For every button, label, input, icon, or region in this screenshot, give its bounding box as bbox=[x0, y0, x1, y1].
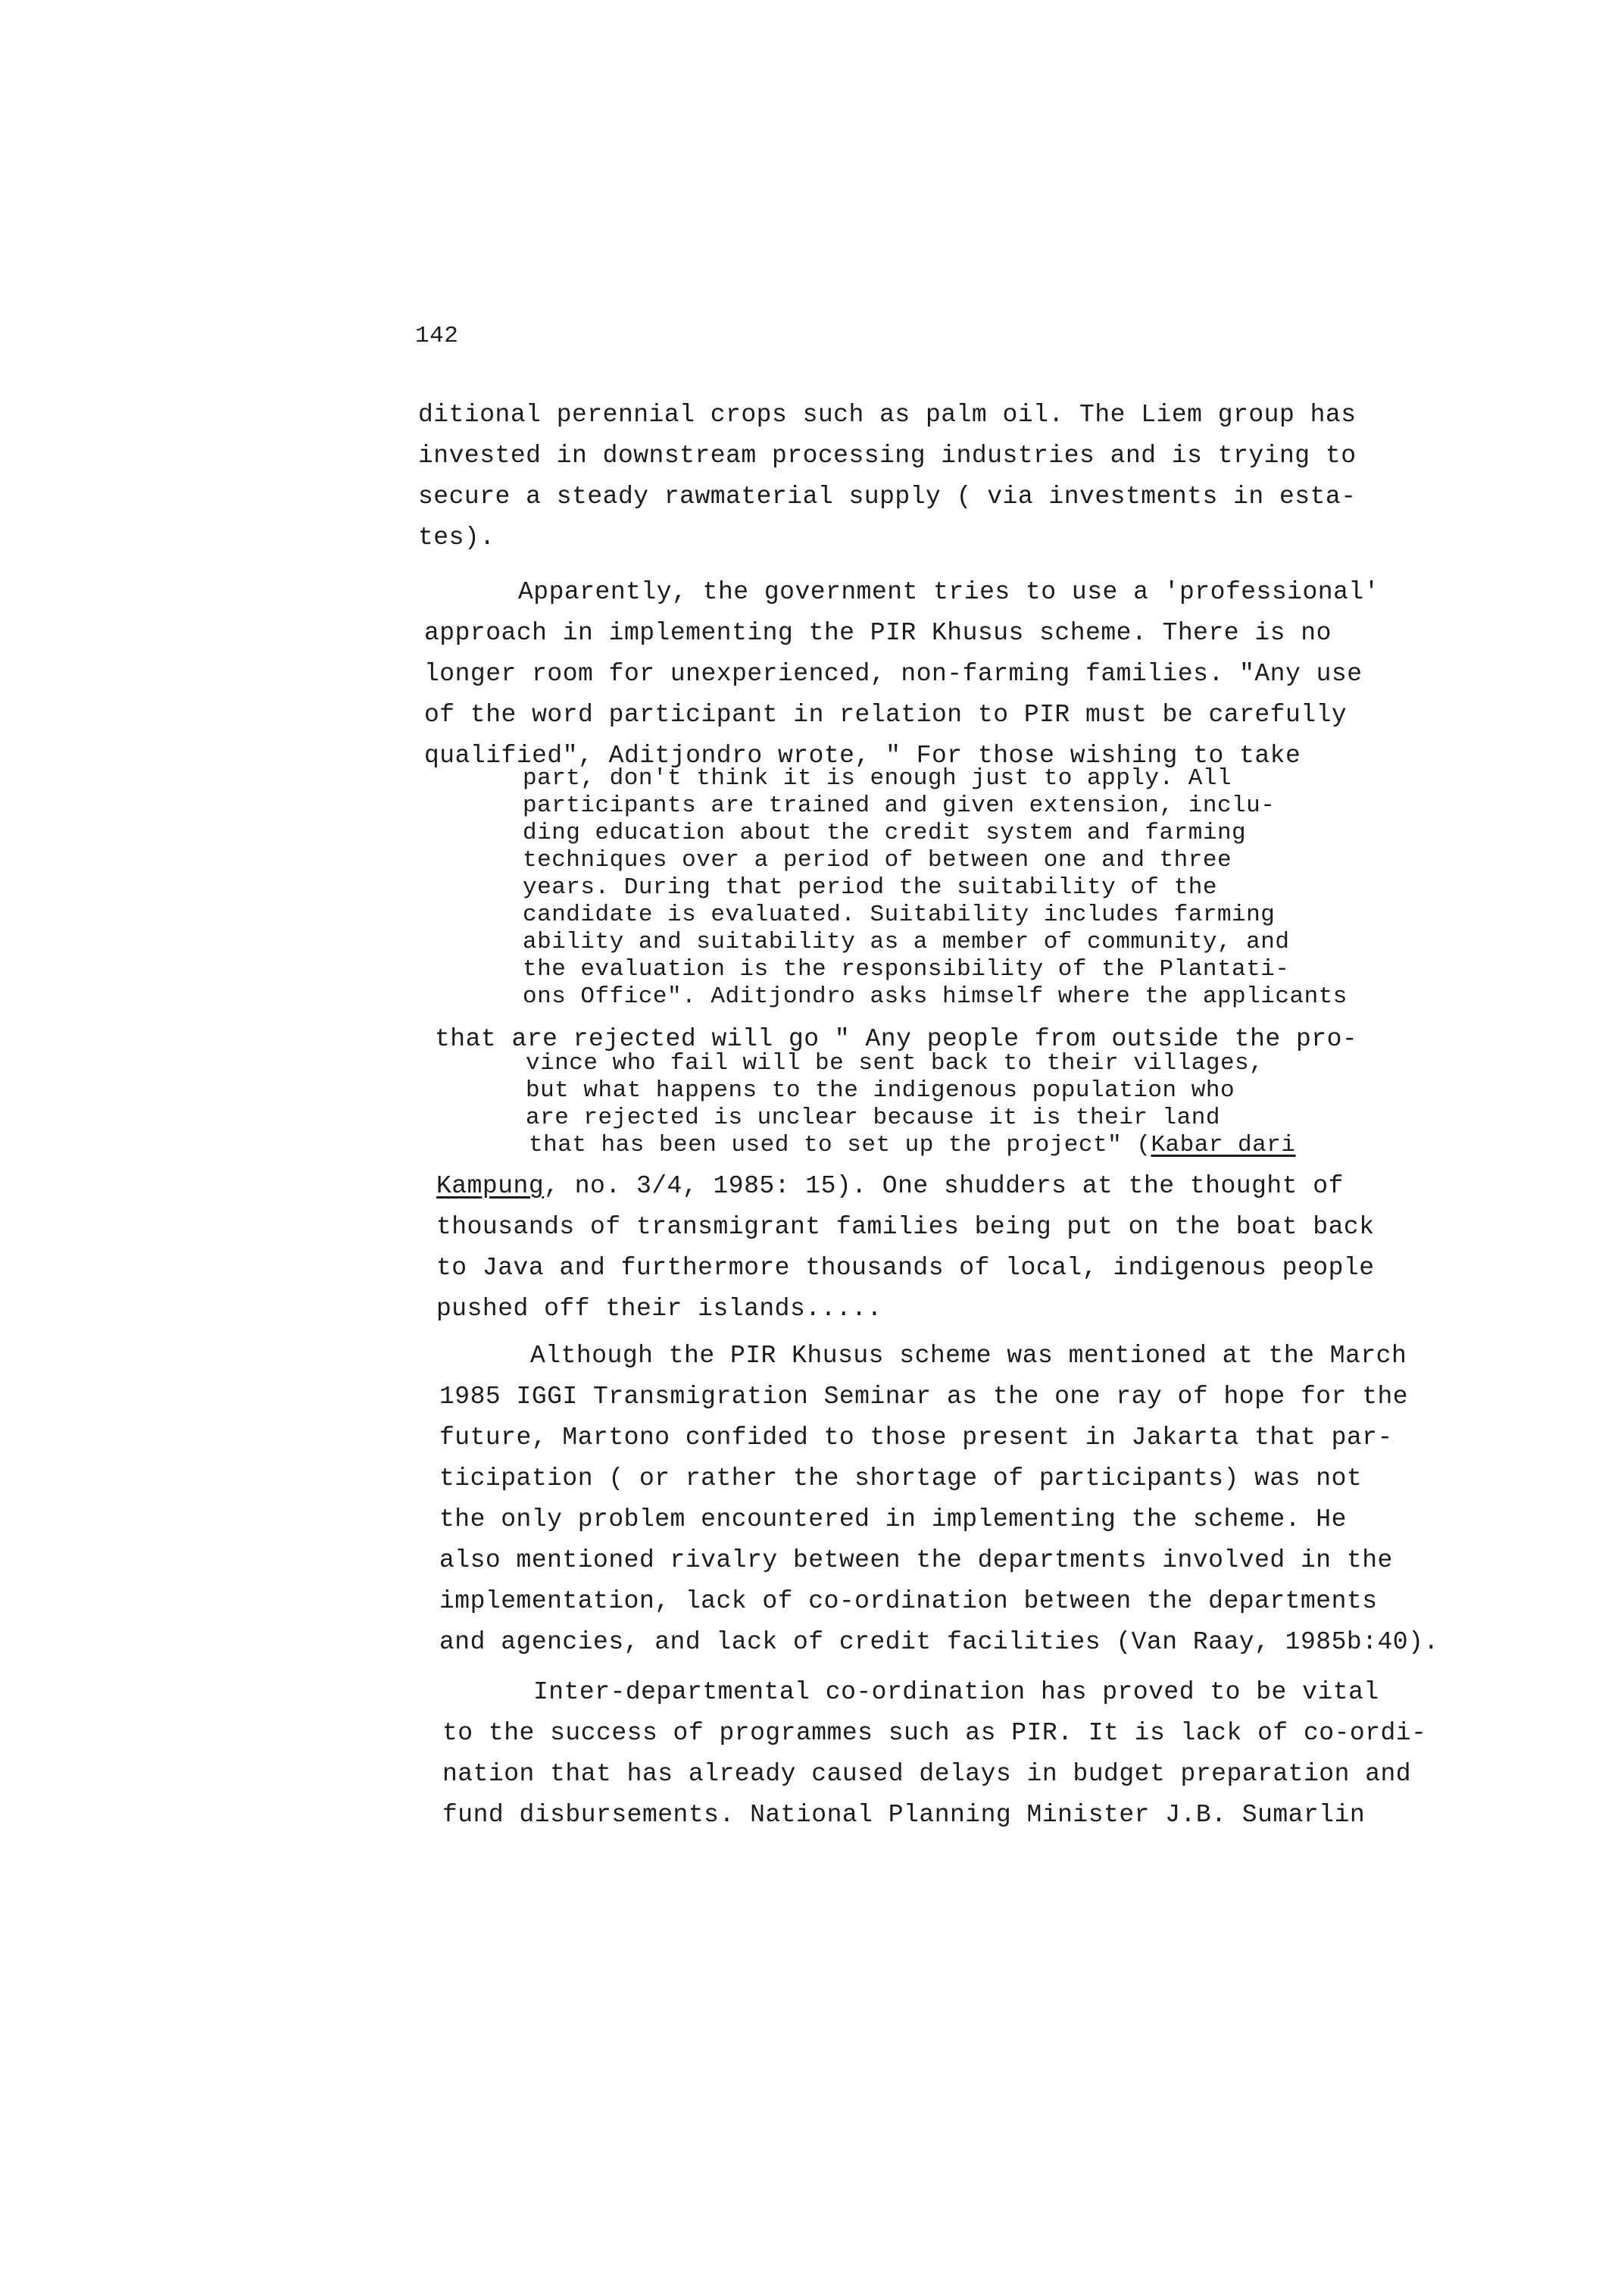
text-line: 1985 IGGI Transmigration Seminar as the one ray of hope for the bbox=[439, 1383, 1409, 1411]
citation-title: Kampung bbox=[436, 1172, 545, 1200]
text-line: secure a steady rawmaterial supply ( via investments in esta- bbox=[418, 483, 1357, 511]
quote-line: are rejected is unclear because it is their land bbox=[526, 1105, 1220, 1131]
text-line: tes). bbox=[418, 524, 495, 552]
quote-line: ons Office". Aditjondro asks himself where the applicants bbox=[523, 983, 1348, 1010]
quote-line: participants are trained and given extension, inclu- bbox=[523, 792, 1276, 819]
page-number: 142 bbox=[415, 323, 459, 349]
quote-line: ding education about the credit system and farming bbox=[523, 820, 1247, 846]
text-line: also mentioned rivalry between the departments involved in the bbox=[439, 1546, 1393, 1574]
quote-line: candidate is evaluated. Suitability includes farming bbox=[523, 902, 1276, 928]
text-line: that are rejected will go " Any people from outside the pro- bbox=[435, 1025, 1358, 1053]
text-line: invested in downstream processing industries and is trying to bbox=[418, 442, 1357, 470]
text-line: qualified", Aditjondro wrote, " For those wishing to take bbox=[424, 742, 1301, 770]
text-line: the only problem encountered in implementing the scheme. He bbox=[439, 1505, 1347, 1533]
text-line: to the success of programmes such as PIR. It is lack of co-ordi- bbox=[442, 1719, 1427, 1747]
quote-line: part, don't think it is enough just to apply. All bbox=[523, 765, 1232, 792]
text-line: nation that has already caused delays in budget preparation and bbox=[442, 1760, 1412, 1788]
text-line: Inter-departmental co-ordination has proved to be vital bbox=[533, 1678, 1379, 1706]
text-line: longer room for unexperienced, non-farming families. "Any use bbox=[424, 660, 1363, 688]
text-line: thousands of transmigrant families being put on the boat back bbox=[436, 1213, 1375, 1241]
quote-line: techniques over a period of between one and three bbox=[523, 847, 1232, 874]
text-line: pushed off their islands..... bbox=[436, 1295, 882, 1323]
quote-text: that has been used to set up the project" ( bbox=[529, 1132, 1151, 1158]
text-line: to Java and furthermore thousands of local, indigenous people bbox=[436, 1254, 1375, 1282]
text-span: , no. 3/4, 1985: 15). One shudders at the thought of bbox=[544, 1172, 1344, 1200]
text-line: of the word participant in relation to PIR must be carefully bbox=[424, 701, 1348, 729]
text-line: approach in implementing the PIR Khusus scheme. There is no bbox=[424, 619, 1332, 647]
quote-line: ability and suitability as a member of community, and bbox=[523, 929, 1290, 955]
quote-line: but what happens to the indigenous population who bbox=[526, 1077, 1235, 1104]
text-line: and agencies, and lack of credit facilities (Van Raay, 1985b:40). bbox=[439, 1628, 1439, 1656]
text-line bbox=[436, 1171, 1344, 1202]
quote-line: vince who fail will be sent back to their villages, bbox=[526, 1050, 1264, 1077]
text-line: ticipation ( or rather the shortage of participants) was not bbox=[439, 1464, 1363, 1492]
quote-line: the evaluation is the responsibility of the Plantati- bbox=[523, 956, 1290, 983]
quote-line bbox=[529, 1132, 1295, 1159]
text-line: fund disbursements. National Planning Minister J.B. Sumarlin bbox=[442, 1801, 1366, 1829]
text-line: Although the PIR Khusus scheme was mentioned at the March bbox=[530, 1342, 1407, 1370]
quote-line: years. During that period the suitability of the bbox=[523, 874, 1217, 901]
text-line: future, Martono confided to those present in Jakarta that par- bbox=[439, 1424, 1393, 1452]
text-line: ditional perennial crops such as palm oil. The Liem group has bbox=[418, 401, 1357, 429]
citation-title: Kabar dari bbox=[1151, 1132, 1296, 1158]
text-line: Apparently, the government tries to use a 'professional' bbox=[518, 578, 1379, 606]
text-line: implementation, lack of co-ordination between the departments bbox=[439, 1587, 1378, 1615]
